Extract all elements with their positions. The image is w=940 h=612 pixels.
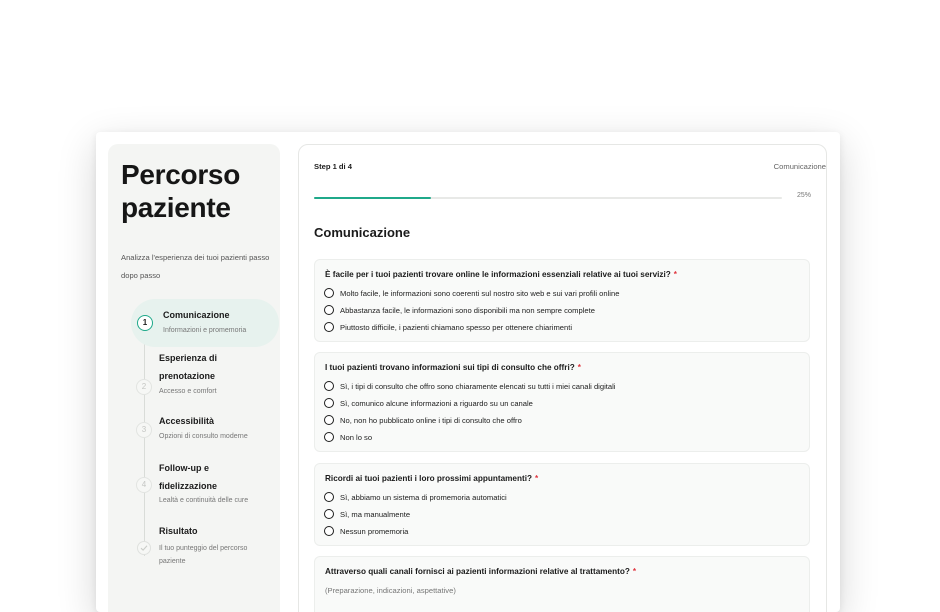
step-desc: Lealtà e continuità delle cure [159,497,249,504]
progress-bar-fill [314,197,431,199]
sidebar-step-follow-up[interactable]: Follow-up e fidelizzazione [159,463,218,491]
step-desc: Opzioni di consulto moderne [159,433,248,440]
sidebar-title: Percorso paziente [121,159,240,223]
step-title: Comunicazione [163,310,230,320]
question-hint: (Preparazione, indicazioni, aspettative) [325,586,456,595]
sidebar-subtitle: Analizza l'esperienza dei tuoi pazienti passo dopo passo [121,253,270,280]
step-number-badge: 4 [136,477,152,493]
step-number-badge: 2 [136,379,152,395]
sidebar-step-prenotazione[interactable]: Esperienza di prenotazione [159,353,218,381]
radio-option[interactable]: Molto facile, le informazioni sono coerenti sul nostro sito web e sui vari profili online [324,286,619,300]
radio-option[interactable]: Sì, ma manualmente [324,507,410,521]
required-marker: * [534,474,539,483]
sidebar [108,144,280,612]
radio-option[interactable]: Sì, i tipi di consulto che offro sono chiaramente elencati su tutti i miei canali digitali [324,379,616,393]
radio-option[interactable]: Sì, abbiamo un sistema di promemoria automatici [324,490,507,504]
step-desc: Informazioni e promemoria [163,327,247,334]
radio-button[interactable] [324,432,334,442]
question-text: Ricordi ai tuoi pazienti i loro prossimi appuntamenti? * [325,474,539,483]
radio-button[interactable] [324,322,334,332]
step-connector-line [144,334,145,556]
step-number-badge: 1 [137,315,153,331]
required-marker: * [577,363,581,372]
step-number-badge: 3 [136,422,152,438]
progress-bar [314,197,782,199]
check-icon [137,541,151,555]
section-title: Comunicazione [314,225,411,240]
radio-option[interactable]: Sì, comunico alcune informazioni a riguardo su un canale [324,396,533,410]
question-card [314,352,810,452]
question-card [314,259,810,342]
question-card [314,463,810,546]
radio-button[interactable] [324,381,334,391]
sidebar-step-accessibilita[interactable]: Accessibilità [159,416,215,426]
step-desc: Accesso e comfort [159,388,217,395]
radio-option[interactable]: Nessun promemoria [324,524,408,538]
required-marker: * [673,270,677,279]
radio-button[interactable] [324,492,334,502]
main-panel [298,144,827,612]
step-counter: Step 1 di 4 [314,162,352,171]
radio-option[interactable]: No, non ho pubblicato online i tipi di consulto che offro [324,413,522,427]
question-text: I tuoi pazienti trovano informazioni sui tipi di consulto che offri? * [325,363,581,372]
progress-percent: 25% [796,192,811,199]
radio-option[interactable]: Piuttosto difficile, i pazienti chiamano spesso per ottenere chiarimenti [324,320,572,334]
radio-button[interactable] [324,509,334,519]
questionnaire-card [96,132,840,612]
radio-option[interactable]: Non lo so [324,430,372,444]
question-text: Attraverso quali canali fornisci ai pazienti informazioni relative al trattamento? * [325,567,637,576]
step-desc: Il tuo punteggio del percorso paziente [159,545,248,565]
question-card [314,556,810,612]
radio-button[interactable] [324,305,334,315]
radio-button[interactable] [324,288,334,298]
current-step-name: Comunicazione [773,162,826,171]
sidebar-step-risultato[interactable]: Risultato [159,526,198,536]
radio-button[interactable] [324,526,334,536]
radio-button[interactable] [324,398,334,408]
required-marker: * [632,567,637,576]
radio-option[interactable]: Abbastanza facile, le informazioni sono disponibili ma non sempre complete [324,303,595,317]
radio-button[interactable] [324,415,334,425]
question-text: È facile per i tuoi pazienti trovare online le informazioni essenziali relative ai tuoi servizi? * [325,270,677,279]
